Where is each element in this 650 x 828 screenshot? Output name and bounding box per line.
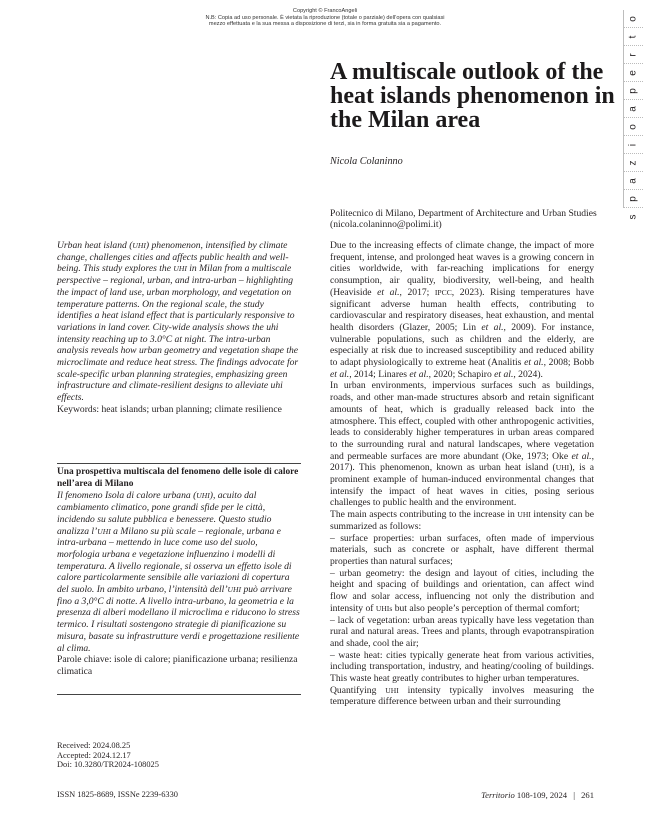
footer-separator: | xyxy=(573,790,575,800)
list-item: – waste heat: cities typically generate heat from various activities, including transportation, industry, and heating/cooling of buildings. This waste heat greatly contributes to higher urban temperatures. xyxy=(330,649,594,685)
footer-journal-info xyxy=(470,790,594,800)
list-item: – lack of vegetation: urban areas typically have less vegetation than rural and natural areas. Trees and plants, through evapotranspiration and shade, cool the air; xyxy=(330,614,594,649)
abstract-text: Urban heat island (UHI) phenomenon, intensified by climate change, challenges cities and affects public health and well-being. This study explores the UHI in Milan from a multiscale perspective – regional, urban, and intra-urban – highlighting the impact of land use, urban morphology, and vegetation on temperature patterns. On the regional scale, the study identifies a heat island effect that is particularly responsive to variations in land cover. City-wide analysis shows the uhi intensity reaching up to 3.0°C at night. The intra-urban analysis reveals how urban geometry and vegetation shape the microclimate and reduce heat stress. The findings advocate for scale-specific urban planning strategies, emphasizing green infrastructure and climate-resilient designs to alleviate uhi effects. xyxy=(57,240,299,404)
sidebar-letter-cell: s xyxy=(627,214,639,220)
sidebar-letter-cell: o xyxy=(624,10,643,28)
abstract-italian-title: Una prospettiva multiscala del fenomeno delle isole di calore nell’area di Milano xyxy=(57,467,299,489)
affiliation-institution: Politecnico di Milano, Department of Architecture and Urban Studies xyxy=(330,208,597,219)
journal-issue: 108-109, 2024 xyxy=(516,790,568,800)
sidebar-letter-cell: a xyxy=(624,100,643,118)
body-paragraph: Due to the increasing effects of climate change, the impact of more frequent, intense, and prolonged heat waves is a growing concern in cities worldwide, with far-reaching implications for energy consumption, air quality, biodiversity, well-being, and health (Heaviside et al., 2017; IPCC, 2023). Rising temperatures have significant adverse human health effects, contributing to cardiovascular and respiratory diseases, heat exhaustion, and mental health disorders (Glazer, 2005; Lin et al., 2009). For instance, vulnerable populations, such as children and the elderly, are especially at risk due to increased susceptibility and reduced ability to adapt physiologically to extreme heat (Analitis et al., 2008; Bobb et al., 2014; Linares et al., 2020; Schapiro et al., 2024). xyxy=(330,240,595,380)
author-affiliation xyxy=(330,208,630,230)
sidebar-letter-cell: o xyxy=(624,118,643,136)
copyright-line: mezzo effettuata e la sua messa a disposizione di terzi, sia in forma gratuita sia a pagamento. xyxy=(208,21,442,28)
copyright-notice xyxy=(0,8,650,28)
abstract-text: Il fenomeno Isola di calore urbana (UHI), acuito dal cambiamento climatico, pone grandi sfide per le città, incidendo su salute pubblica e benessere. Questo studio analizza l’UHI a Milano su più scale – regionale, urbana e intra-urbana – mettendo in luce come uso del suolo, morfologia urbana e vegetazione influenzino i modelli di temperatura. A livello regionale, si osserva un effetto isole di calore particolarmente sensibile alle variazioni di copertura del suolo. In ambito urbano, l’intensità dell’UHI può arrivare fino a 3,0°C di notte. A livello intra-urbano, la geometria e la presenza di alberi modellano il microclima e riducono lo stress termico. I risultati sostengono strategie di pianificazione su misura, basate su infrastrutture verdi e progettazione resiliente al clima. xyxy=(57,490,300,654)
copyright-line: N.B: Copia ad uso personale. È vietata la riproduzione (totale o parziale) dell’opera con qualsiasi xyxy=(205,14,445,21)
article-body xyxy=(330,240,594,708)
body-paragraph: In urban environments, impervious surfaces such as buildings, roads, and other man-made structures absorb and retain significant amounts of heat, which is gradually released back into the atmosphere. This effect, coupled with other anthropogenic activities, leads to considerably higher temperatures in urban areas compared to the surrounding rural and natural landscapes, where vegetation and permeable surfaces are more abundant (Oke, 1973; Oke et al., 2017). This phenomenon, known as urban heat island (UHI), is a prominent example of human-induced environmental changes that intensify the impact of heat waves in cities, posing serious challenges to public health and the environment. xyxy=(330,380,594,509)
article-author: Nicola Colaninno xyxy=(330,156,403,167)
section-sidebar-spazio-aperto xyxy=(623,10,643,220)
sidebar-letter-cell: z xyxy=(624,154,643,172)
sidebar-letter-cell: p xyxy=(624,82,643,100)
accepted-date: Accepted: 2024.12.17 xyxy=(57,750,131,760)
copyright-line: Copyright © FrancoAngeli xyxy=(292,8,358,14)
section-divider xyxy=(57,694,301,695)
journal-name: Territorio xyxy=(481,790,515,800)
sidebar-letter-cell: p xyxy=(624,190,643,208)
author-email: (nicola.colaninno@polimi.it) xyxy=(330,219,442,231)
sidebar-letter-cell: r xyxy=(624,46,643,64)
received-date: Received: 2024.08.25 xyxy=(57,741,131,750)
page-number: 261 xyxy=(581,790,594,800)
footer-issn: ISSN 1825-8689, ISSNe 2239-6330 xyxy=(57,790,178,799)
sidebar-letter-cell: t xyxy=(624,28,643,46)
body-paragraph: The main aspects contributing to the increase in UHI intensity can be summarized as follows: xyxy=(330,509,594,532)
sidebar-letter-cell: a xyxy=(624,172,643,190)
sidebar-letter-cell: e xyxy=(624,64,643,82)
sidebar-letter-cell: i xyxy=(624,136,643,154)
article-dates xyxy=(57,741,159,770)
list-item: – surface properties: urban surfaces, often made of impervious materials, such as concrete or asphalt, have different thermal properties than natural surfaces; xyxy=(330,532,594,567)
abstract-keywords: Keywords: heat islands; urban planning; climate resilience xyxy=(57,403,282,415)
section-divider xyxy=(57,463,301,464)
abstract-english xyxy=(57,240,301,416)
article-title: A multiscale outlook of the heat islands phenomenon in the Milan area xyxy=(330,59,615,133)
list-item: – urban geometry: the design and layout of cities, including the height and spacing of buildings and orientation, can affect wind flow and solar access, influencing not only the distribution and intensity of UHIs but also people’s perception of thermal comfort; xyxy=(330,567,594,614)
doi: Doi: 10.3280/TR2024-108025 xyxy=(57,760,159,770)
abstract-keywords: Parole chiave: isole di calore; pianificazione urbana; resilienza climatica xyxy=(57,654,298,677)
body-paragraph: Quantifying UHI intensity typically involves measuring the temperature difference between urban and their surrounding xyxy=(330,684,594,708)
abstract-italian xyxy=(57,467,301,678)
